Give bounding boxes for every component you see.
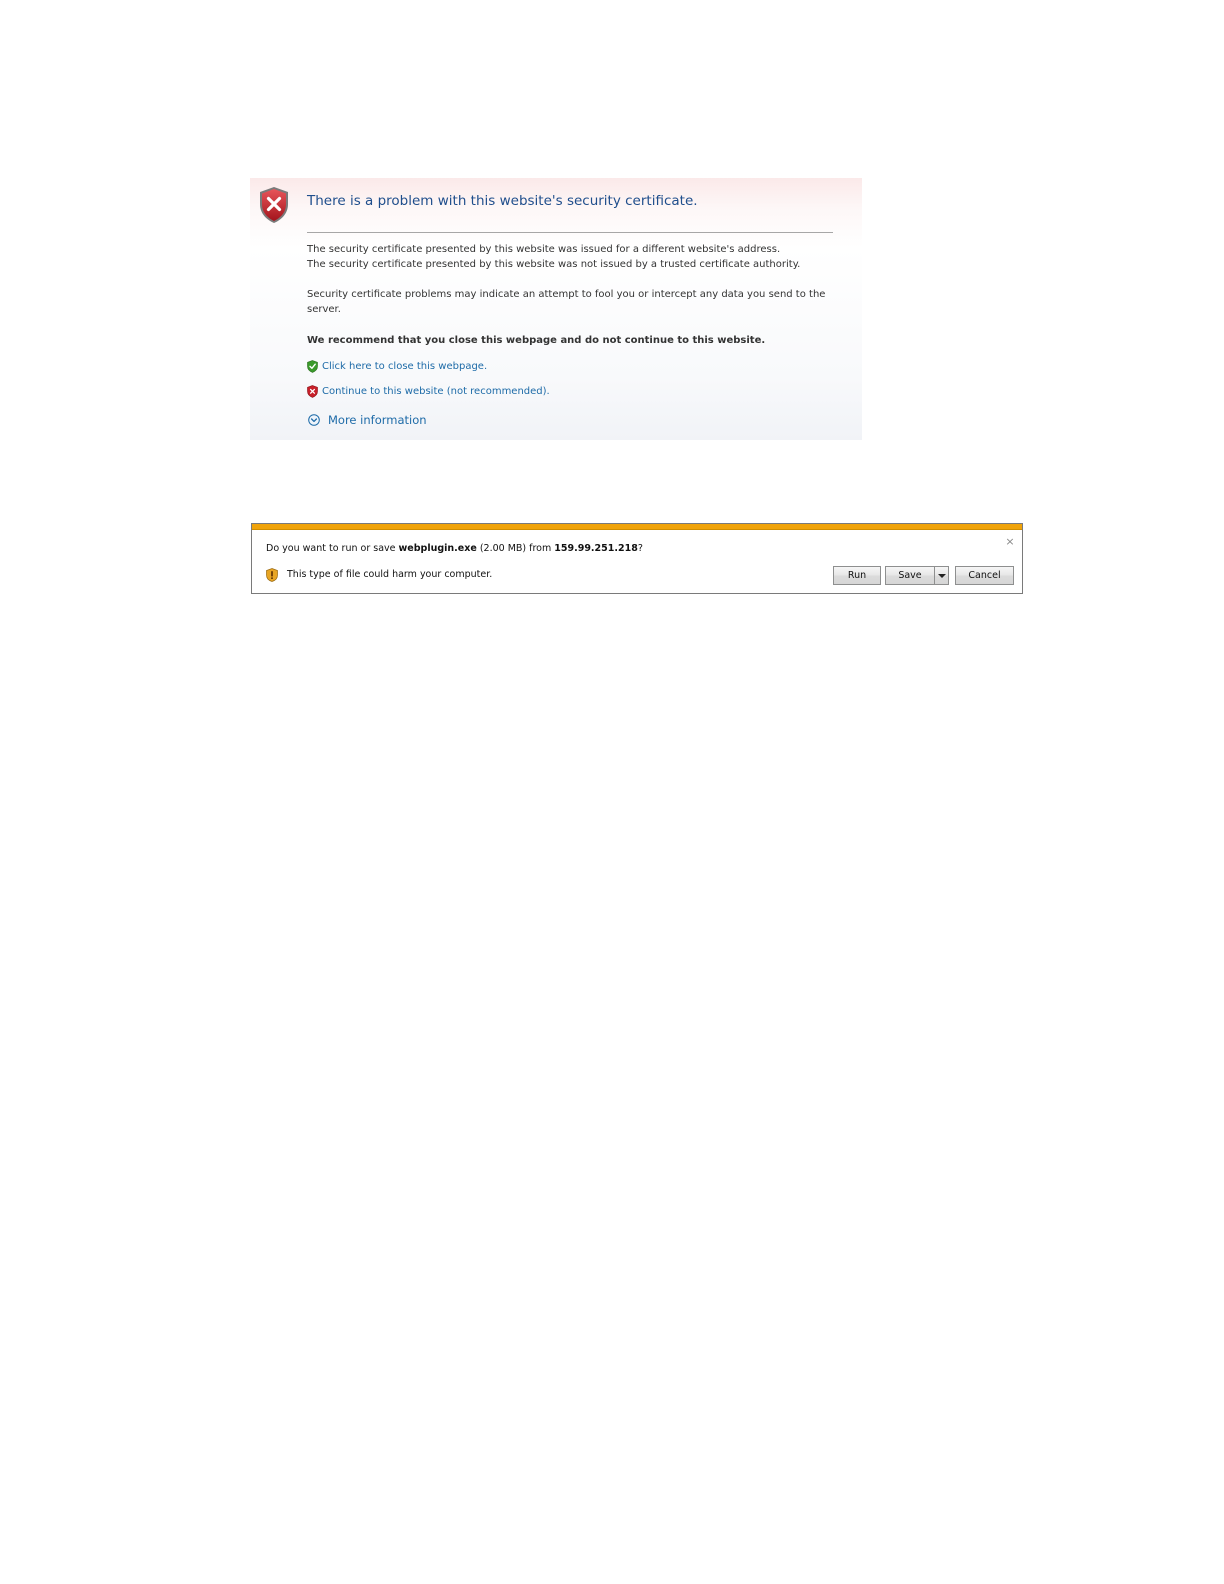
error-explanation-continued: server. (307, 304, 341, 315)
continue-website-label[interactable]: Continue to this website (not recommended). (322, 385, 550, 397)
divider (307, 232, 833, 233)
save-button[interactable]: Save (885, 566, 935, 585)
red-shield-x-icon (307, 385, 318, 398)
warning-shield-icon (266, 568, 278, 582)
error-explanation: Security certificate problems may indicate an attempt to fool you or intercept any data you send to the (307, 289, 826, 300)
more-information-label[interactable]: More information (328, 413, 427, 427)
continue-website-link[interactable] (307, 383, 550, 399)
close-webpage-link[interactable] (307, 358, 487, 374)
download-notification-bar (251, 523, 1023, 594)
run-button[interactable]: Run (833, 566, 881, 585)
certificate-error-panel (250, 178, 862, 440)
notification-accent-strip (252, 524, 1022, 530)
page-title: There is a problem with this website's security certificate. (307, 193, 698, 209)
red-shield-x-icon (258, 186, 290, 224)
more-information-toggle[interactable] (308, 412, 427, 428)
error-detail-address: The security certificate presented by this website was issued for a different website's address. (307, 244, 781, 255)
cancel-button[interactable]: Cancel (955, 566, 1014, 585)
question-prefix: Do you want to run or save (266, 543, 399, 554)
download-source: 159.99.251.218 (554, 543, 638, 554)
error-detail-authority: The security certificate presented by this website was not issued by a trusted certificate authority. (307, 259, 801, 270)
save-options-dropdown[interactable] (934, 566, 949, 585)
green-shield-check-icon (307, 360, 318, 373)
chevron-down-icon (938, 574, 946, 578)
file-name: webplugin.exe (398, 543, 477, 554)
download-question (266, 543, 643, 554)
expand-circle-icon (308, 414, 320, 426)
question-suffix: ? (637, 543, 643, 554)
close-icon[interactable]: × (1005, 535, 1015, 548)
recommendation-text: We recommend that you close this webpage and do not continue to this website. (307, 335, 766, 346)
file-warning-text: This type of file could harm your computer. (287, 569, 493, 580)
file-size: (2.00 MB) from (476, 543, 555, 554)
close-webpage-label[interactable]: Click here to close this webpage. (322, 360, 488, 372)
